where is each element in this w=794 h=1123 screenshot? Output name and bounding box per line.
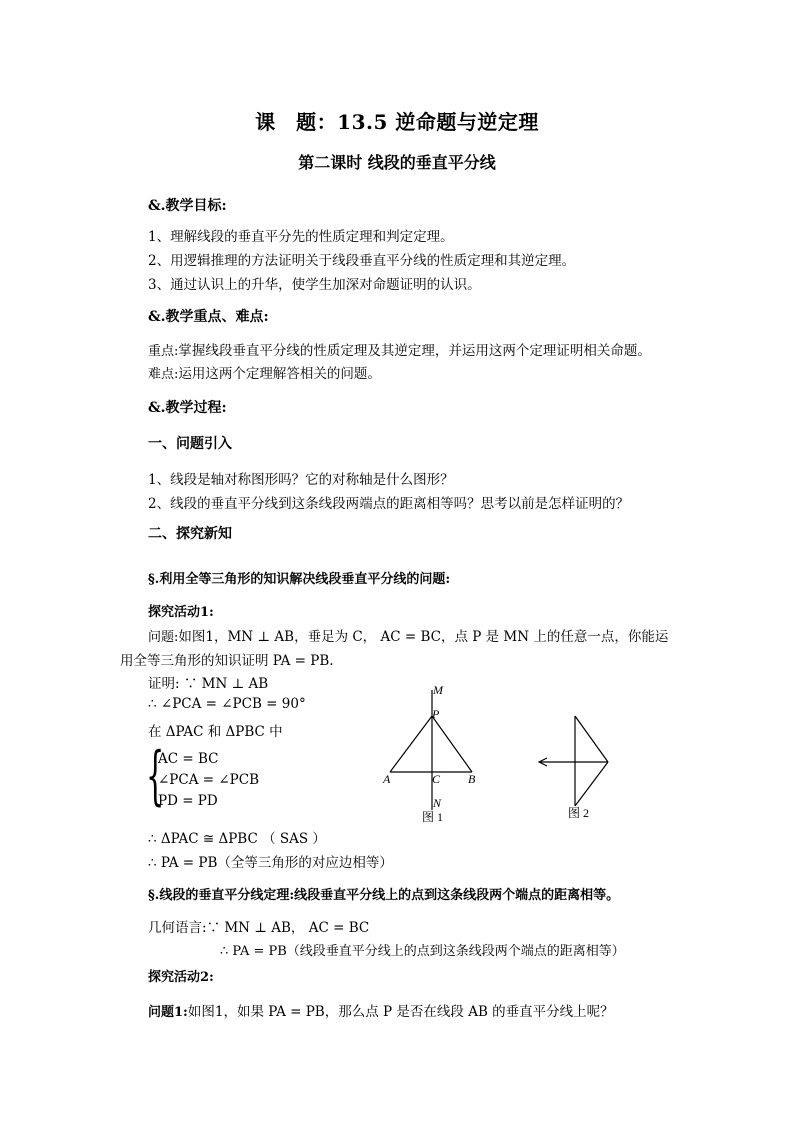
system-equation: PD = PD <box>158 793 218 809</box>
difficulty-line <box>148 362 381 382</box>
geo-line-1 <box>148 916 369 936</box>
activity1-label: 探究活动1: <box>148 605 214 620</box>
upper-edge <box>575 716 608 762</box>
goal-item: 3、通过认识上的升华，使学生加深对命题证明的认识。 <box>148 277 481 293</box>
page-subtitle: 第二课时 线段的垂直平分线 <box>298 153 496 172</box>
label-p: P <box>432 707 440 721</box>
section1-heading: 一、问题引入 <box>148 436 232 452</box>
difficulty-text: 运用这两个定理解答相关的问题。 <box>178 366 381 382</box>
process-heading: &.教学过程: <box>148 400 227 416</box>
problem-line2: 用全等三角形的知识证明 PA = PB. <box>120 653 334 669</box>
focus-label: 重点: <box>148 344 179 359</box>
geo-label: 几何语言: <box>148 920 207 936</box>
label-c: C <box>432 772 441 786</box>
method-heading: §.利用全等三角形的知识解决线段垂直平分线的问题: <box>148 572 451 587</box>
keypoints-heading: &.教学重点、难点: <box>148 309 269 325</box>
system-brace: { <box>146 739 165 813</box>
goal-item: 1、理解线段的垂直平分先的性质定理和判定定理。 <box>148 229 454 245</box>
figure-1-caption: 图 1 <box>422 810 444 824</box>
proof-conclusion: ∴ ΔPAC ≅ ΔPBC （ SAS ） <box>148 831 326 847</box>
label-a: A <box>383 772 391 786</box>
goal-item: 2、用逻辑推理的方法证明关于线段垂直平分线的性质定理和其逆定理。 <box>148 253 576 269</box>
focus-line <box>148 339 651 359</box>
theorem-line <box>148 884 619 903</box>
difficulty-label: 难点: <box>148 367 179 382</box>
focus-text: 掌握线段垂直平分线的性质定理及其逆定理，并运用这两个定理证明相关命题。 <box>178 343 651 359</box>
problem1-text: 如图1，如果 PA = PB，那么点 P 是否在线段 AB 的垂直平分线上呢？ <box>187 1004 614 1020</box>
proof-line: 在 ΔPAC 和 ΔPBC 中 <box>148 724 283 740</box>
goals-heading: &.教学目标: <box>148 198 227 214</box>
label-m: M <box>433 683 443 697</box>
label-b: B <box>468 772 476 786</box>
section2-heading: 二、探究新知 <box>148 526 232 542</box>
proof-line: 证明: ∵ MN ⊥ AB <box>148 676 269 692</box>
theorem-label: §.线段的垂直平分线定理: <box>148 888 295 903</box>
proof-line: ∴ ∠PCA = ∠PCB = 90° <box>148 696 306 712</box>
problem-label: 问题: <box>148 630 179 645</box>
figure-2-caption: 图 2 <box>568 806 590 820</box>
system-equation: ∠PCA = ∠PCB <box>158 772 260 788</box>
geo-line-2: ∴ PA = PB（线段垂直平分线上的点到这条线段两个端点的距离相等） <box>220 944 625 959</box>
activity1-problem <box>148 625 668 645</box>
activity2-label: 探究活动2: <box>148 970 214 985</box>
page-title: 课 题：13.5 逆命题与逆定理 <box>255 110 539 134</box>
activity2-problem <box>148 1000 614 1020</box>
figure-2 <box>530 710 620 830</box>
figure-1 <box>375 680 505 830</box>
system-equation: AC = BC <box>158 751 219 767</box>
lower-edge <box>575 762 608 806</box>
problem-line1: 如图1，MN ⊥ AB，垂足为 C， AC = BC，点 P 是 MN 上的任意一点，你能运 <box>178 629 669 645</box>
segment-pb <box>432 716 472 772</box>
geo-premise: ∵ MN ⊥ AB， AC = BC <box>206 920 370 936</box>
label-n: N <box>433 796 442 810</box>
question-item: 1、线段是轴对称图形吗？它的对称轴是什么图形？ <box>148 472 454 488</box>
theorem-text: 线段垂直平分线上的点到这条线段两个端点的距离相等。 <box>294 888 620 903</box>
proof-conclusion: ∴ PA = PB（全等三角形的对应边相等） <box>148 855 393 871</box>
question-item: 2、线段的垂直平分线到这条线段两端点的距离相等吗？思考以前是怎样证明的？ <box>148 496 630 512</box>
segment-pa <box>390 716 432 772</box>
problem1-label: 问题1: <box>148 1005 188 1020</box>
